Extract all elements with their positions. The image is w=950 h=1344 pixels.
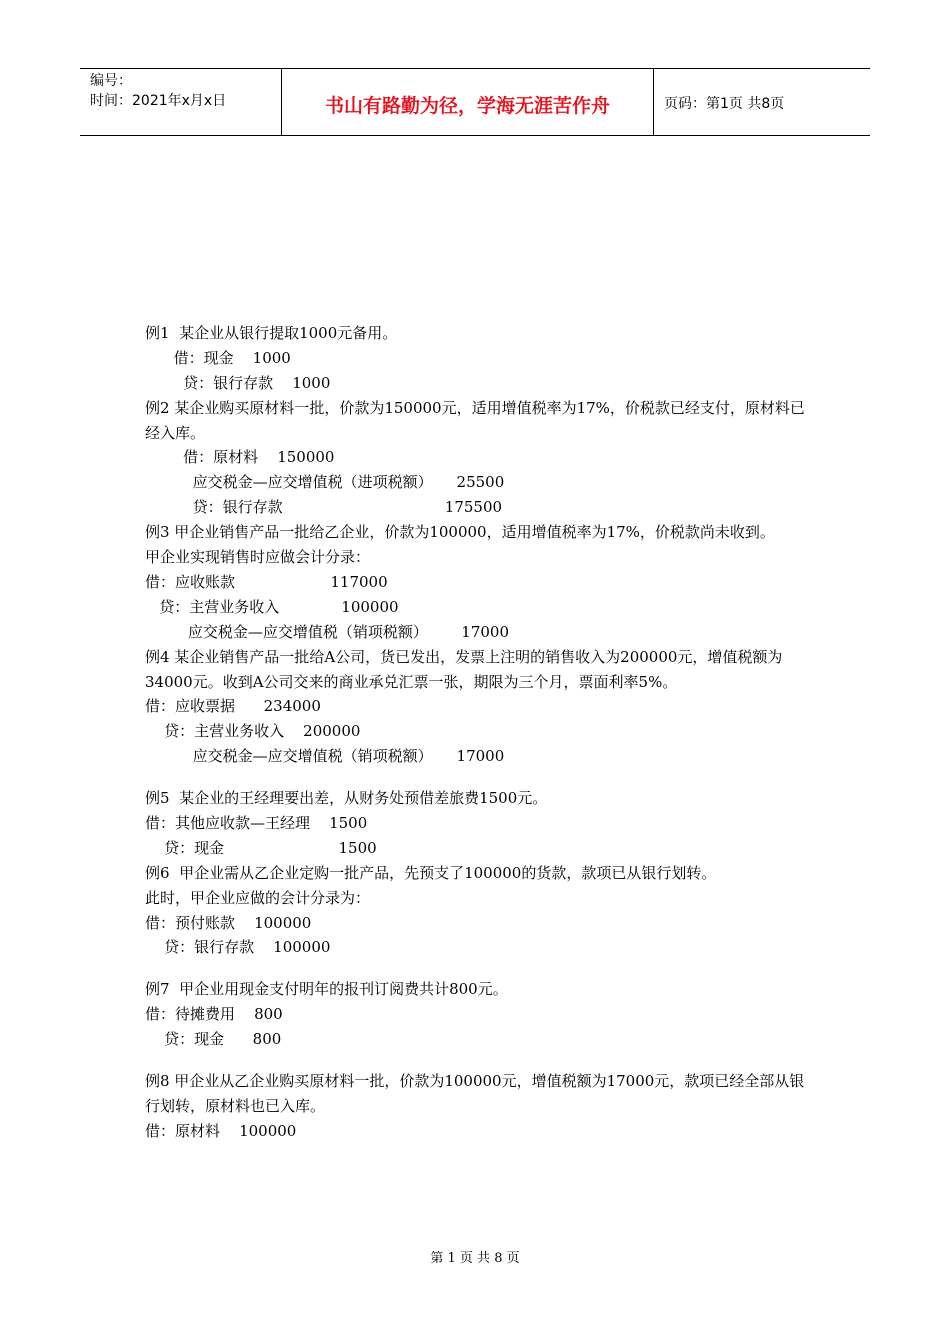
text-line: 借：待摊费用 800 (145, 1005, 283, 1024)
text-line: 此时，甲企业应做的会计分录为： (145, 888, 371, 907)
text-line: 借：原材料 150000 (145, 448, 335, 467)
text-line: 甲企业实现销售时应做会计分录： (145, 548, 371, 567)
text-line: 例1 某企业从银行提取1000元备用。 (145, 324, 398, 342)
text-line: 应交税金—应交增值税（进项税额） 25500 (145, 473, 505, 492)
text-line: 贷：主营业务收入 200000 (145, 722, 361, 741)
text-line: 借：预付账款 100000 (145, 913, 312, 932)
blank-line (145, 960, 815, 977)
page-footer: 第 1 页 共 8 页 (430, 1251, 520, 1266)
text-line: 借：应收账款 117000 (145, 572, 388, 591)
text-line: 借：应收票据 234000 (145, 697, 321, 716)
blank-line (145, 769, 815, 786)
header-page-info: 页码：第1页 共8页 (664, 96, 785, 112)
text-line: 贷：主营业务收入 100000 (145, 597, 399, 616)
header-meta (80, 69, 282, 135)
text-line: 例7 甲企业用现金支付明年的报刊订阅费共计800元。 (145, 980, 508, 999)
text-line: 贷：现金 1500 (145, 838, 377, 857)
text-line: 贷：银行存款 175500 (145, 498, 503, 517)
text-line: 例3 甲企业销售产品一批给乙企业，价款为100000，适用增值税率为17%，价税款尚未收到。 (145, 523, 775, 542)
text-line: 应交税金—应交增值税（销项税额） 17000 (145, 747, 505, 766)
text-line: 借：其他应收款—王经理 1500 (145, 814, 368, 832)
time-label: 时间：2021年x月x日 (90, 93, 227, 109)
text-line: 例8 甲企业从乙企业购买原材料一批，价款为100000元，增值税额为17000元，款项已经全部从银行划转，原材料也已入库。 (145, 1072, 805, 1115)
header-motto: 书山有路勤为径，学海无涯苦作舟 (282, 69, 654, 135)
text-line: 例4 某企业销售产品一批给A公司，货已发出，发票上注明的销售收入为200000元，增值税额为34000元。收到A公司交来的商业承兑汇票一张，期限为三个月，票面利率5%。 (145, 647, 783, 691)
text-line: 例5 某企业的王经理要出差，从财务处预借差旅费1500元。 (145, 789, 548, 808)
text-line: 例2 某企业购买原材料一批，价款为150000元，适用增值税率为17%，价税款已经支付，原材料已经入库。 (145, 398, 805, 442)
text-line: 借：现金 1000 (145, 348, 291, 367)
text-line: 贷：现金 800 (145, 1030, 282, 1049)
number-label: 编号： (90, 73, 132, 89)
text-line: 例6 甲企业需从乙企业定购一批产品，先预支了100000的货款，款项已从银行划转。 (145, 863, 717, 882)
text-line: 应交税金—应交增值税（销项税额） 17000 (145, 622, 510, 641)
text-line: 贷：银行存款 100000 (145, 938, 331, 957)
document-body (145, 321, 815, 1144)
blank-line (145, 1052, 815, 1069)
header-table (80, 68, 870, 136)
text-line: 借：原材料 100000 (145, 1121, 297, 1140)
text-line: 贷：银行存款 1000 (145, 373, 331, 392)
